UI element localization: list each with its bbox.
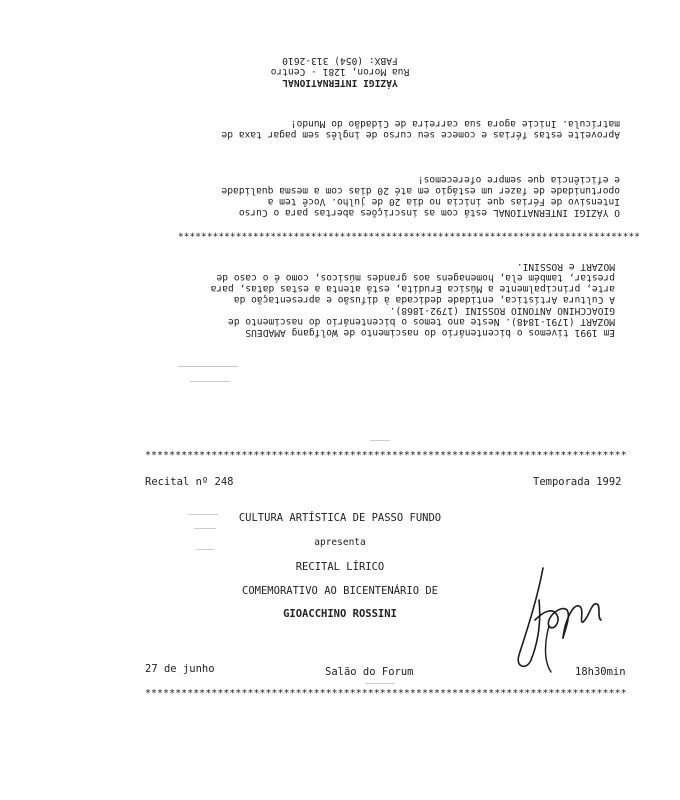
intro-line: arte, principalmente a Música Erudita, está atenta a estas datas, para	[210, 283, 615, 294]
scan-speck	[196, 549, 214, 550]
composer-name: GIOACCHINO ROSSINI	[283, 608, 397, 620]
ad-line: Aproveite estas férias e comece seu curso de inglês sem pagar taxa de	[221, 129, 620, 140]
ad-line: matrícula. Inicie agora sua carreira de Cidadão do Mundo!	[290, 118, 620, 129]
scan-speck	[194, 528, 216, 529]
course-line: oportunidade de fazer um estágio em até 20 dias com a mesma qualidade	[221, 185, 620, 196]
event-venue: Salão do Forum	[325, 666, 414, 678]
event-date: 27 de junho	[145, 663, 215, 675]
school-address: Rua Moron, 1281 - Centro	[270, 66, 410, 77]
season: Temporada 1992	[533, 476, 622, 488]
school-phone: FABX: (054) 313-2610	[282, 55, 398, 66]
scan-speck	[370, 440, 390, 441]
program-separator-bottom: ********************************************************************************	[145, 688, 627, 699]
organization-name: CULTURA ARTÍSTICA DE PASSO FUNDO	[238, 512, 442, 524]
scan-speck	[178, 366, 238, 367]
scan-speck	[365, 683, 395, 684]
handwritten-signature	[505, 560, 615, 680]
course-line: O YÁZIGI INTERNATIONAL está com as inscrições abertas para o Curso	[238, 207, 620, 218]
intro-line: prestar, também ela, homenagens aos grandes músicos, como é o caso de	[216, 272, 615, 283]
intro-line: A Cultura Artística, entidade dedicada à difusão e apresentação da	[233, 294, 615, 305]
course-line: Intensivo de Férias que inicia no dia 20 de julho. Você tem a	[267, 196, 620, 207]
separator-line: ********************************************************************************	[177, 227, 640, 238]
school-name: YÁZIGI INTERNATIONAL	[282, 77, 398, 88]
event-time: 18h30min	[575, 666, 626, 678]
recital-number: Recital nº 248	[145, 476, 234, 488]
event-subtitle: COMEMORATIVO AO BICENTENÁRIO DE	[242, 585, 438, 597]
presents-label: apresenta	[314, 537, 366, 548]
event-title: RECITAL LÍRICO	[295, 561, 385, 573]
intro-line: GIOACCHINO ANTONIO ROSSINI (1792-1868).	[389, 305, 615, 316]
course-line: e eficiência que sempre oferecemos!	[417, 174, 620, 185]
intro-line: MOZART e ROSSINI.	[516, 261, 615, 272]
intro-line: MOZART (1791-1848). Neste ano temos o bicentenário do nascimento de	[228, 316, 615, 327]
intro-line: Em 1991 tivemos o bicentenário do nascimento de Wolfgang AMADEUS	[245, 327, 615, 338]
program-separator-top: ********************************************************************************	[145, 450, 627, 461]
scan-speck	[190, 381, 230, 382]
